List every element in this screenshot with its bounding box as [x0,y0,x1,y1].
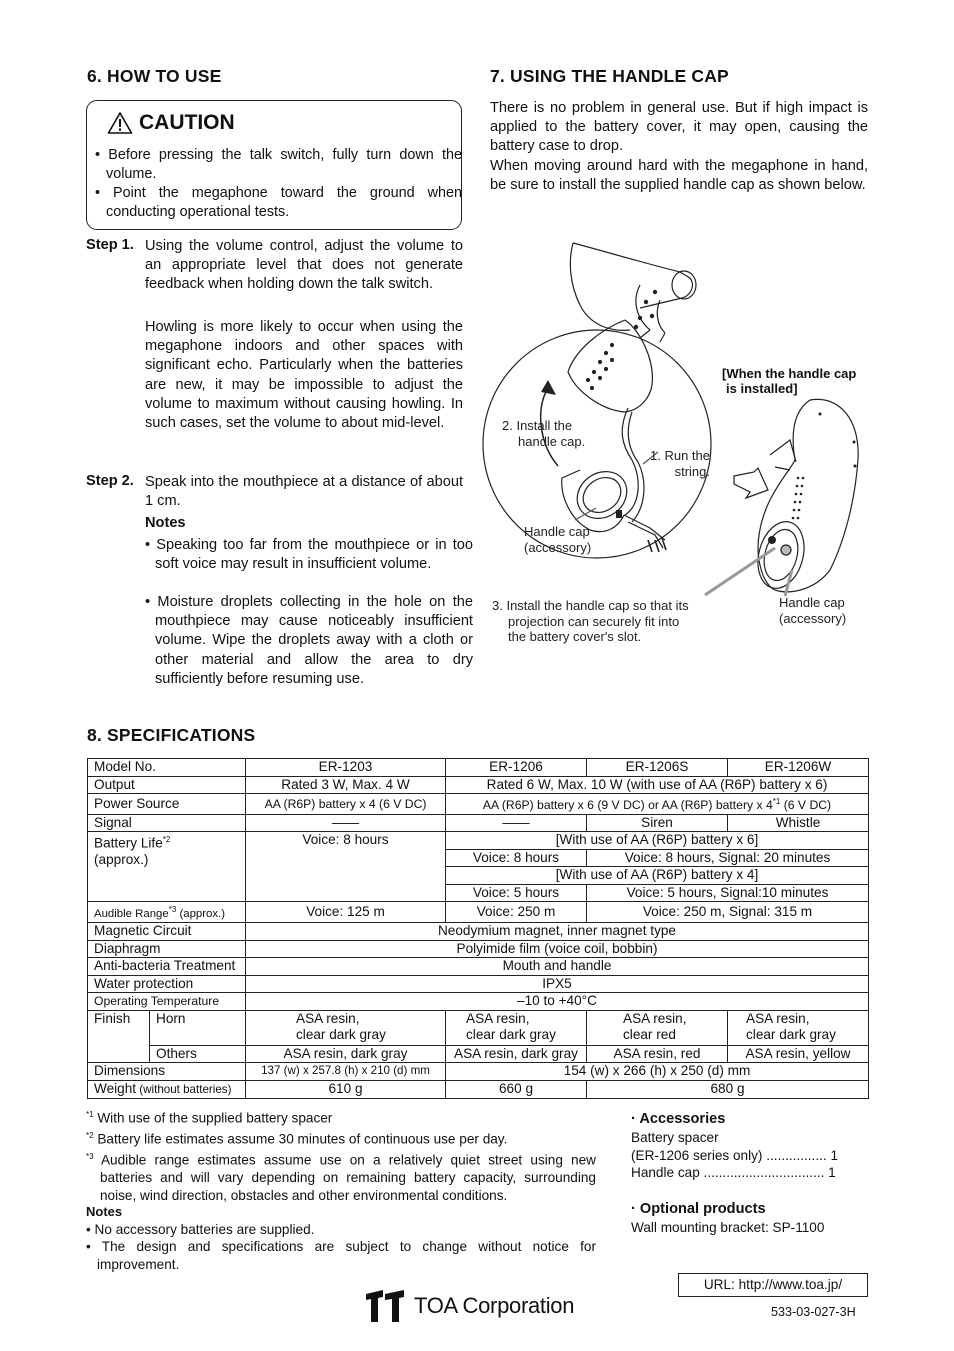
cell-text: clear red [623,1027,676,1043]
step1-text: Using the volume control, adjust the volume to an appropriate level that does not generate feedback when holding down the talk switch. [145,238,463,293]
table-cell [88,902,246,923]
table-cell: Others [150,1045,246,1063]
installed-caption [722,367,856,396]
table-cell: [With use of AA (R6P) battery x 6] [446,832,869,850]
bottom-note: • The design and specifications are subject to change without notice for improvement. [86,1239,596,1272]
step2-text: Speak into the mouthpiece at a distance of about 1 cm. [145,474,463,510]
cell-text: ASA resin, [623,1010,687,1026]
table-cell: —— [246,814,446,832]
label-line: 3. Install the handle cap so that its [492,598,689,613]
table-row [88,923,869,941]
label-line: Handle cap [779,595,845,610]
cell-text: Audible Range [94,907,169,920]
accessories-item: Handle cap ................................ 1 [631,1165,836,1181]
table-cell: Polyimide film (voice coil, bobbin) [246,940,869,958]
how-to-use-heading: 6. HOW TO USE [87,66,222,86]
optional-title: · Optional products [631,1201,766,1217]
optional-products [631,1200,824,1237]
footnote-mark: *1 [86,1110,94,1119]
arrow-head-icon [541,380,556,395]
table-cell: Rated 6 W, Max. 10 W (with use of AA (R6P) battery x 6) [446,776,869,794]
table-cell: ASA resin, dark gray [446,1045,587,1063]
caution-box [86,100,462,230]
table-cell: Water protection [88,975,246,993]
table-row [88,993,869,1011]
label-line: 1. Run the [650,448,710,463]
table-cell: –10 to +40°C [246,993,869,1011]
bottom-note: • No accessory batteries are supplied. [86,1221,315,1237]
table-cell: Voice: 125 m [246,902,446,923]
table-cell: Diaphragm [88,940,246,958]
table-cell: Anti-bacteria Treatment [88,958,246,976]
table-row [88,1010,869,1045]
step2-note: • Speaking too far from the mouthpiece or in too soft voice may result in insufficient volume. [145,537,473,573]
table-row [88,776,869,794]
footnote-mark: *3 [86,1152,94,1162]
cell-text: clear dark gray [296,1027,386,1043]
toa-logo-icon [366,1290,404,1322]
table-cell: IPX5 [246,975,869,993]
handle-cap-heading: 7. USING THE HANDLE CAP [490,66,729,86]
table-cell: ASA resin, yellow [728,1045,869,1063]
footnote [86,1127,596,1148]
table-cell: [With use of AA (R6P) battery x 4] [446,867,869,885]
table-cell: Power Source [88,794,246,815]
installed-caption-line: [When the handle cap [722,366,857,381]
table-cell: 137 (w) x 257.8 (h) x 210 (d) mm [246,1063,446,1081]
table-row [88,958,869,976]
table-row [88,814,869,832]
table-cell: Voice: 8 hours [246,832,446,902]
table-cell: Voice: 8 hours, Signal: 20 minutes [587,849,869,867]
table-cell: Rated 3 W, Max. 4 W [246,776,446,794]
footnote-mark: *1 [772,797,781,806]
table-cell: Whistle [728,814,869,832]
table-cell: ER-1206 [446,759,587,777]
leader-line [705,548,775,595]
table-cell [88,832,246,902]
footnote [86,1106,596,1127]
figure-cap-label-a [524,524,591,555]
table-cell: Output [88,776,246,794]
table-cell: —— [446,814,587,832]
company-name: TOA Corporation [414,1293,575,1318]
cell-text: Battery Life [94,835,163,851]
table-row [88,832,869,850]
table-row [88,975,869,993]
footnote-text: Battery life estimates assume 30 minutes of continuous use per day. [93,1131,508,1147]
table-row [88,902,869,923]
step1-howling-text: Howling is more likely to occur when using the megaphone indoors and other spaces with significant echo. Particularly when the batteries are new, it may be impossible to adjust the volume to maximum without causing howling. In such cases, set the volume to about mid-level. [145,319,463,432]
caution-item: • Before pressing the talk switch, fully turn down the volume. [95,147,462,183]
handle-cap-para1: There is no problem in general use. But if high impact is applied to the battery cover, it may open, causing the battery case to drop. [490,100,868,155]
table-cell [446,794,869,815]
installed-caption-line: is installed] [726,380,798,396]
cell-text: (approx.) [94,852,149,868]
figure-step3-label [492,598,689,645]
document-code: 533-03-027-3H [771,1305,856,1319]
table-cell [446,1010,587,1045]
table-cell [246,1010,446,1045]
cell-text: clear dark gray [746,1027,836,1043]
company-logo [366,1290,574,1322]
footnote-text: Audible range estimates assume use on a relatively quiet street using new batteries and will vary depending on remaining battery capacity, surrounding noise, wind direction, obstacles and other environmental conditions. [93,1152,596,1203]
accessories-item: (ER-1206 series only) ................ 1 [631,1147,838,1163]
table-cell: ASA resin, dark gray [246,1045,446,1063]
table-cell: Voice: 250 m [446,902,587,923]
table-cell: Dimensions [88,1063,246,1081]
installed-megaphone-drawing [705,399,858,596]
footnote-mark: *2 [162,835,171,845]
optional-item: Wall mounting bracket: SP-1100 [631,1220,825,1235]
label-line: handle cap. [518,433,586,449]
caution-title-text: CAUTION [139,111,235,134]
table-row [88,1080,869,1099]
table-cell: Magnetic Circuit [88,923,246,941]
table-cell: Voice: 250 m, Signal: 315 m [587,902,869,923]
cell-text: ASA resin, [466,1010,530,1026]
table-cell: Siren [587,814,728,832]
footnotes [86,1106,596,1205]
accessories-item: Battery spacer [631,1130,719,1145]
table-row [88,1063,869,1081]
cell-text: ASA resin, [746,1010,810,1026]
table-row [88,794,869,815]
label-line: the battery cover's slot. [508,629,642,644]
table-cell: 680 g [587,1080,869,1099]
table-cell: ER-1206W [728,759,869,777]
cell-text: Weight [94,1080,137,1096]
warning-triangle-icon [107,111,133,135]
cell-text: AA (R6P) battery x 6 (9 V DC) or AA (R6P) battery x 4 [482,798,773,813]
table-cell: ER-1206S [587,759,728,777]
caution-title [107,111,235,135]
table-cell: Finish [88,1010,150,1063]
handle-bottom-drawing [568,320,652,412]
table-cell [88,1080,246,1099]
url-link[interactable]: URL: http://www.toa.jp/ [678,1273,868,1297]
step2-note: • Moisture droplets collecting in the hole on the mouthpiece may cause noticeably insufficient volume. Wipe the droplets away with a cloth or other material and allow the area to dry sufficiently before resuming use. [145,594,473,687]
table-cell: Horn [150,1010,246,1045]
footnote-text: With use of the supplied battery spacer [93,1110,333,1126]
table-cell: Signal [88,814,246,832]
label-line: projection can securely fit into [508,613,680,629]
handle-cap-para2: When moving around hard with the megaphone in hand, be sure to install the supplied handle cap as shown below. [490,158,868,194]
table-cell: Model No. [88,759,246,777]
table-cell: Voice: 5 hours [446,884,587,902]
direction-arrow-icon [734,468,768,498]
accessories [631,1110,838,1182]
table-cell: 610 g [246,1080,446,1099]
specifications-table [87,758,869,1099]
table-cell: ER-1203 [246,759,446,777]
figure-step2-label [502,418,585,449]
label-line: 2. Install the [502,418,573,433]
cell-text: (without batteries) [136,1082,232,1096]
step2-notes-title: Notes [145,515,186,531]
caution-item: • Point the megaphone toward the ground when conducting operational tests. [95,185,462,221]
table-row [88,940,869,958]
bottom-notes [86,1203,596,1273]
table-cell [587,1010,728,1045]
table-cell: 660 g [446,1080,587,1099]
table-cell [728,1010,869,1045]
table-row [88,1045,869,1063]
figure-step1-label [650,448,710,479]
cell-text: (6 V DC) [780,798,832,813]
cell-text: (approx.) [176,907,226,920]
cell-text: ASA resin, [296,1010,360,1026]
footnote-mark: *3 [168,905,177,915]
accessories-title: · Accessories [631,1111,726,1127]
step1-label: Step 1. [86,237,134,253]
figure-cap-label-b [779,595,846,626]
step2-label: Step 2. [86,473,134,489]
label-line: (accessory) [779,610,847,626]
table-cell: Mouth and handle [246,958,869,976]
footnote [86,1148,596,1204]
table-cell: Voice: 8 hours [446,849,587,867]
table-row [88,759,869,777]
bottom-notes-title: Notes [86,1204,123,1219]
table-cell: Operating Temperature [88,993,246,1011]
table-cell: Neodymium magnet, inner magnet type [246,923,869,941]
footnote-mark: *2 [86,1131,94,1141]
cell-text: clear dark gray [466,1027,556,1043]
table-cell: 154 (w) x 266 (h) x 250 (d) mm [446,1063,869,1081]
label-line: (accessory) [524,539,592,555]
table-cell: Voice: 5 hours, Signal:10 minutes [587,884,869,902]
label-line: Handle cap [524,524,590,539]
table-cell: AA (R6P) battery x 4 (6 V DC) [246,794,446,815]
table-cell: ASA resin, red [587,1045,728,1063]
specifications-heading: 8. SPECIFICATIONS [87,725,256,745]
label-line: string. [674,463,710,479]
